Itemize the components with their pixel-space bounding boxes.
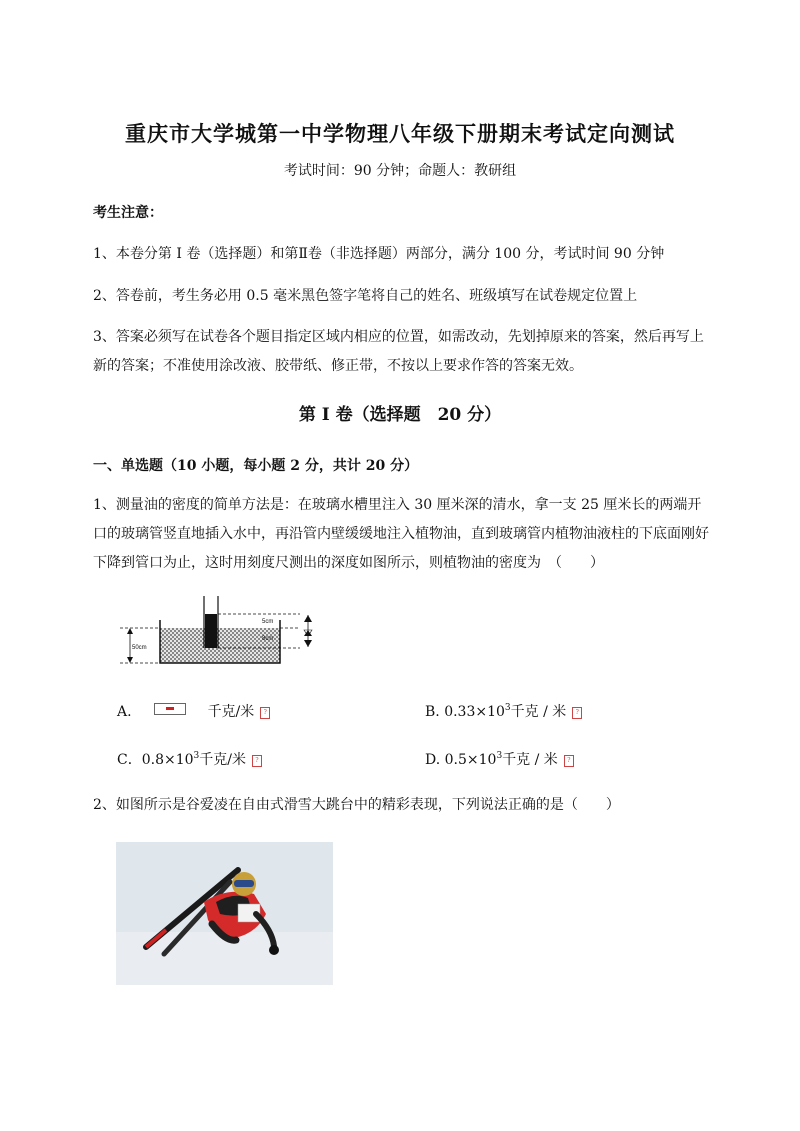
skier-photo [116, 842, 333, 985]
label-5cm: 5cm [262, 619, 274, 625]
missing-image-icon: ? [572, 707, 582, 719]
goggles [234, 880, 254, 887]
option-a-unit: 千克/米 [207, 704, 255, 720]
option-d-label: D. 0.5×10 [425, 752, 497, 768]
missing-image-icon: ? [564, 755, 574, 767]
note-item-2: 2、答卷前，考生务必用 0.5 毫米黑色签字笔将自己的姓名、班级填写在试卷规定位置上 [93, 288, 638, 304]
option-c[interactable] [117, 749, 262, 769]
note-item-3: 3、答案必须写在试卷各个题目指定区域内相应的位置，如需改动，先划掉原来的答案，然后再写上新的答案；不准使用涂改液、胶带纸、修正带，不按以上要求作答的答案无效。 [93, 329, 704, 374]
page-title: 重庆市大学城第一中学物理八年级下册期末考试定向测试 [125, 121, 675, 146]
option-a-label: A. [117, 704, 132, 720]
option-b-label: B. 0.33×10 [425, 704, 505, 720]
option-d-exp: 3 [496, 751, 503, 761]
label-8cm: 8cm [262, 636, 274, 642]
question-1-text: 1、测量油的密度的简单方法是：在玻璃水槽里注入 30 厘米深的清水，拿一支 25 厘米长的两端开口的玻璃管竖直地插入水中，再沿管内壁缓缓地注入植物油，直到玻璃管内植物油液柱的下底面刚好下降到管口为止，这时用刻度尺测出的深度如图所示，则植物油的密度为 （ ） [93, 497, 709, 571]
oil-column [205, 614, 217, 648]
missing-image-icon: ? [260, 707, 270, 719]
option-d-unit: 千克 / 米 [502, 752, 558, 768]
option-b[interactable] [425, 701, 582, 721]
option-b-unit: 千克 / 米 [510, 704, 567, 720]
label-50cm: 50cm [132, 645, 147, 651]
option-d[interactable] [425, 749, 574, 769]
exam-info: 考试时间：90 分钟；命题人：教研组 [283, 163, 517, 179]
option-a[interactable] [117, 701, 270, 721]
section-subtitle: 一、单选题（10 小题，每小题 2 分，共计 20 分） [93, 458, 419, 474]
tank-diagram [120, 592, 330, 672]
question-2-text: 2、如图所示是谷爱凌在自由式滑雪大跳台中的精彩表现，下列说法正确的是（ ） [93, 797, 620, 813]
notes-heading: 考生注意： [93, 205, 163, 221]
option-c-unit: 千克/米 [199, 752, 246, 768]
formula-image-icon [154, 703, 186, 715]
option-c-exp: 3 [193, 751, 200, 761]
missing-image-icon: ? [252, 755, 262, 767]
water [160, 628, 280, 663]
option-c-label: C．0.8×10 [117, 752, 194, 768]
note-item-1: 1、本卷分第 I 卷（选择题）和第Ⅱ卷（非选择题）两部分，满分 100 分，考试时间 90 分钟 [93, 246, 665, 262]
section-title: 第 I 卷（选择题 20 分） [298, 405, 502, 425]
option-b-exp: 3 [504, 703, 511, 713]
glove [269, 945, 279, 955]
